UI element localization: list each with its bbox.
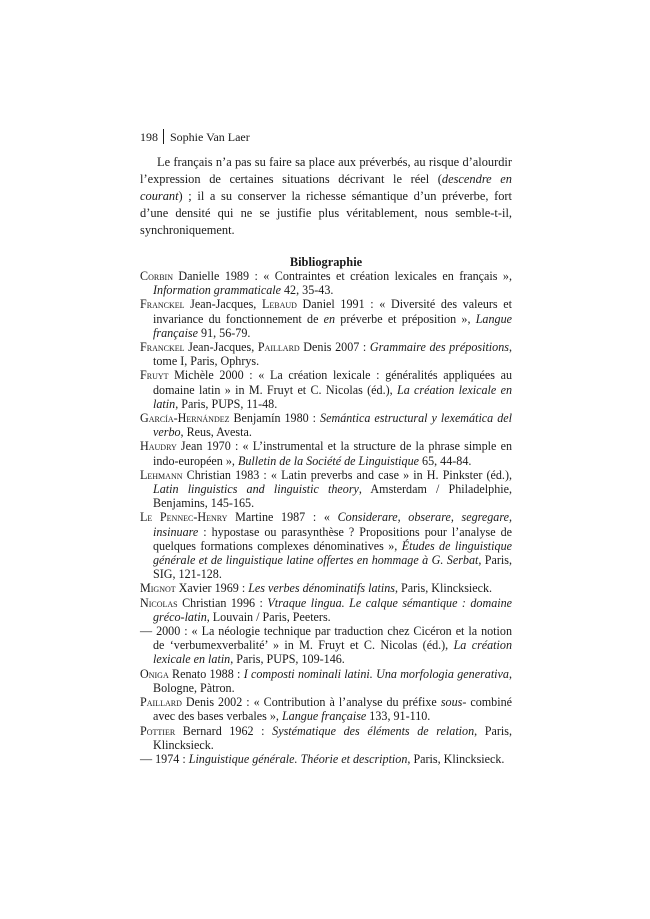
- entry-text: arcía-: [148, 411, 178, 426]
- entry-text: ernández: [186, 411, 230, 426]
- entry-text: — 1974 :: [140, 751, 189, 766]
- entry-text: orbin: [148, 269, 173, 283]
- entry-text: I composti nominali latini. Una morfologia generativa: [243, 666, 509, 681]
- entry-text: Paris, SIG, 121-128.: [153, 553, 513, 582]
- entry-text: La création lexicale en latin: [153, 638, 512, 667]
- entry-text: P: [140, 695, 147, 710]
- entry-text: Information grammaticale: [153, 283, 281, 298]
- bibliography-entry: [140, 439, 512, 467]
- bibliography-entry: [140, 695, 512, 723]
- entry-text: G: [140, 411, 149, 426]
- entry-text: ehmann: [147, 467, 183, 482]
- entry-text: ruyt: [146, 368, 169, 383]
- entry-text: La création lexicale en latin: [153, 382, 512, 411]
- entry-text: H: [177, 411, 187, 426]
- entry-text: , Louvain / Paris, Peeters.: [206, 609, 331, 624]
- header-divider: [163, 129, 164, 144]
- entry-text: Danielle 1989 : « Contraintes et création lexicales en français »,: [172, 269, 512, 283]
- entry-text: Vtraque lingua. Le calque sémantique : domaine gréco-latin: [153, 595, 513, 624]
- entry-text: ignot: [150, 581, 176, 596]
- entry-text: , Reus, Avesta.: [180, 425, 252, 440]
- intro-paragraph: [140, 154, 512, 239]
- entry-text: Langue française: [153, 311, 512, 340]
- entry-text: préverbe et préposition »,: [335, 311, 476, 326]
- entry-text: 91, 56-79.: [198, 325, 251, 340]
- entry-text: aillard: [146, 695, 182, 710]
- entry-text: Considerare, obserare, segregare, insinuare: [153, 510, 513, 539]
- entry-text: Xavier 1969 :: [175, 581, 249, 596]
- entry-text: Semántica estructural y lexemática del verbo: [153, 411, 512, 440]
- bibliography-entry: [140, 340, 512, 368]
- entry-text: sous-: [440, 695, 467, 710]
- bibliography-entry: [140, 411, 512, 439]
- entry-text: O: [140, 666, 149, 681]
- entry-text: H: [197, 510, 207, 525]
- entry-text: Études de linguistique générale et de linguistique latine offertes en hommage à G. Serbat,: [153, 538, 512, 568]
- bibliography-entry: [140, 752, 512, 766]
- entry-text: F: [140, 340, 147, 355]
- entry-text: audry: [148, 439, 177, 454]
- entry-text: F: [140, 368, 147, 383]
- entry-text: Bernard 1962 :: [175, 723, 273, 738]
- bibliography-entry: [140, 724, 512, 752]
- entry-text: en: [323, 311, 336, 326]
- entry-text: Martine 1987 : «: [227, 510, 338, 525]
- header-author: Sophie Van Laer: [170, 130, 250, 144]
- entry-text: , Paris, Klincksieck.: [153, 723, 512, 752]
- bibliography-title: Bibliographie: [289, 255, 363, 269]
- entry-text: : hypostase ou parasynthèse ? Propositions pour l’analyse de quelques formations complexes dénominatives »,: [153, 524, 512, 553]
- entry-text: , Paris, Klincksieck.: [395, 581, 493, 596]
- entry-text: Michèle 2000 : « La création lexicale : généralités appliquées au domaine latin » in M. Fruyt et C. Nicolas (éd.),: [153, 368, 512, 397]
- entry-text: ennec-: [166, 510, 198, 525]
- entry-text: Latin linguistics and linguistic theory: [153, 482, 359, 497]
- entry-text: Christian 1996 :: [177, 595, 268, 610]
- entry-text: — 2000 : « La néologie technique par traduction chez Cicéron et la notion de ‘verbumexverbalité’ » in M. Fruyt et C. Nicolas (éd.),: [140, 624, 512, 653]
- entry-text: Daniel 1991 : « Diversité des valeurs et invariance du fonctionnement de: [153, 297, 512, 326]
- entry-text: P: [140, 723, 147, 738]
- entry-text: L: [140, 510, 148, 525]
- running-header: [140, 129, 250, 144]
- entry-text: ranckel: [146, 340, 185, 355]
- entry-text: , tome I, Paris, Ophrys.: [153, 340, 512, 369]
- entry-text: F: [140, 297, 147, 312]
- bibliography-entry: [140, 596, 512, 624]
- entry-text: N: [140, 595, 149, 610]
- entry-text: Les verbes dénominatifs latins: [248, 581, 395, 596]
- entry-text: Jean 1970 : « L’instrumental et la structure de la phrase simple en indo-européen »,: [153, 439, 512, 468]
- entry-text: , Amsterdam / Philadelphie, Benjamins, 145-165.: [153, 482, 512, 511]
- bibliography-entry: [140, 510, 512, 581]
- entry-text: Grammaire des prépositions: [369, 340, 509, 355]
- bibliography-entry: [140, 624, 512, 667]
- entry-text: ranckel: [146, 297, 185, 312]
- entry-text: P: [152, 510, 167, 525]
- bibliography-entry: [140, 581, 512, 595]
- entry-text: enry: [206, 510, 228, 525]
- entry-text: , Paris, PUPS, 11-48.: [175, 396, 278, 411]
- entry-text: aillard: [264, 340, 300, 355]
- entry-text: Systématique des éléments de relation: [272, 723, 475, 738]
- entry-text: C: [140, 269, 149, 283]
- intro-example: descendre en courant: [140, 172, 512, 203]
- entry-text: ottier: [146, 723, 176, 738]
- entry-text: Langue française: [281, 709, 367, 724]
- entry-text: icolas: [148, 595, 178, 610]
- entry-text: niga: [148, 666, 169, 681]
- bibliography-entry: [140, 368, 512, 411]
- entry-text: M: [140, 581, 151, 596]
- entry-text: Renato 1988 :: [168, 666, 244, 681]
- entry-text: Denis 2002 : « Contribution à l’analyse du préfixe: [181, 695, 441, 710]
- entry-text: Benjamín 1980 :: [229, 411, 321, 426]
- entry-text: Jean-Jacques, P: [184, 340, 265, 355]
- intro-text-end: ) ; il a su conserver la richesse sémantique d’un préverbe, fort d’une densité qui ne se justifie plus véritablement, nous semble-t-il, synchroniquement.: [140, 189, 512, 237]
- entry-text: , Paris, PUPS, 109-146.: [230, 652, 345, 667]
- entry-text: , Paris, Klincksieck.: [407, 751, 505, 766]
- entry-text: 42, 35-43.: [280, 283, 334, 298]
- entry-text: Jean-Jacques, L: [184, 297, 270, 312]
- bibliography-list: [140, 269, 512, 766]
- entry-text: e: [147, 510, 153, 525]
- intro-text-start: Le français n’a pas su faire sa place aux préverbés, au risque d’alourdir l’expression de certaines situations décrivant le réel (: [140, 155, 512, 186]
- entry-text: H: [140, 439, 149, 454]
- entry-text: 65, 44-84.: [419, 453, 472, 468]
- entry-text: L: [140, 467, 148, 482]
- bibliography-entry: [140, 468, 512, 511]
- bibliography-entry: [140, 269, 512, 297]
- bibliography-entry: [140, 667, 512, 695]
- entry-text: Linguistique générale. Théorie et description: [188, 751, 408, 766]
- entry-text: ebaud: [269, 297, 297, 312]
- entry-text: combiné avec des bases verbales »,: [153, 695, 513, 724]
- bibliography-entry: [140, 297, 512, 340]
- entry-text: 133, 91-110.: [366, 709, 431, 724]
- entry-text: Christian 1983 : « Latin preverbs and case » in H. Pinkster (éd.),: [182, 467, 512, 482]
- page-number: 198: [140, 130, 158, 144]
- entry-text: Bulletin de la Société de Linguistique: [237, 453, 420, 468]
- entry-text: Denis 2007 :: [299, 340, 370, 355]
- entry-text: , Bologne, Pàtron.: [153, 666, 512, 695]
